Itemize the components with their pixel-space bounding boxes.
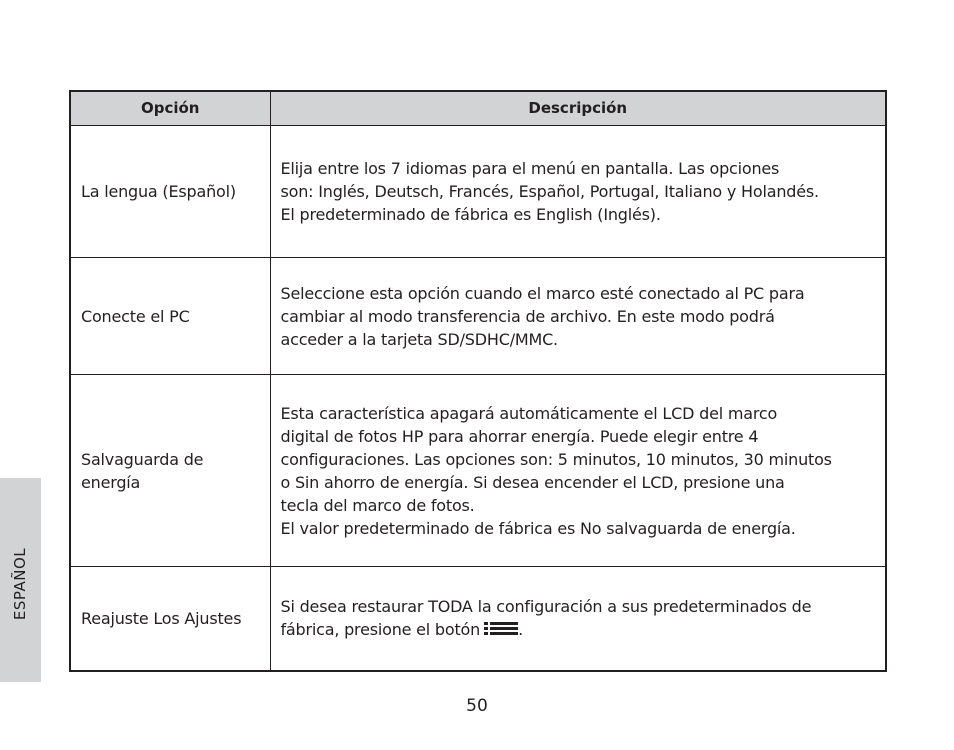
description-connect-pc	[270, 258, 886, 375]
option-column-header: Opción	[70, 91, 270, 126]
table-row	[70, 375, 886, 567]
description-language	[270, 126, 886, 258]
page-number: 50	[466, 696, 488, 716]
description-line: configuraciones. Las opciones son: 5 minutos, 10 minutos, 30 minutos	[280, 449, 832, 469]
description-line: o Sin ahorro de energía. Si desea encender el LCD, presione una	[280, 472, 785, 492]
options-table	[69, 90, 887, 672]
description-line: cambiar al modo transferencia de archivo. En este modo podrá	[280, 306, 775, 326]
description-line: Elija entre los 7 idiomas para el menú en pantalla. Las opciones	[280, 159, 780, 178]
table-row	[70, 567, 886, 671]
description-line: acceder a la tarjeta SD/SDHC/MMC.	[280, 329, 558, 349]
table-row	[70, 258, 886, 375]
description-line: El valor predeterminado de fábrica es No salvaguarda de energía.	[280, 518, 796, 538]
language-side-tab-label: ESPAÑOL	[11, 547, 29, 621]
option-power-save: Salvaguarda de energía	[70, 375, 270, 567]
description-column-header: Descripción	[270, 91, 886, 126]
table-header-row	[70, 91, 886, 126]
description-line: digital de fotos HP para ahorrar energía. Puede elegir entre 4	[280, 426, 759, 446]
option-language: La lengua (Español)	[70, 126, 270, 258]
description-trailing-period: .	[518, 620, 523, 640]
description-line: Seleccione esta opción cuando el marco esté conectado al PC para	[280, 283, 805, 303]
option-reset-settings: Reajuste Los Ajustes	[70, 567, 270, 671]
description-line-text: fábrica, presione el botón	[280, 620, 481, 640]
description-line: Si desea restaurar TODA la configuración a sus predeterminados de	[280, 597, 812, 617]
description-line: Esta característica apagará automáticamente el LCD del marco	[280, 403, 778, 423]
description-line: El predeterminado de fábrica es English (Inglés).	[280, 205, 661, 224]
description-line: tecla del marco de fotos.	[280, 495, 475, 515]
menu-icon	[484, 619, 518, 639]
description-power-save	[270, 375, 886, 567]
table-row	[70, 126, 886, 258]
description-line: son: Inglés, Deutsch, Francés, Español, Portugal, Italiano y Holandés.	[280, 182, 819, 201]
option-connect-pc: Conecte el PC	[70, 258, 270, 375]
description-reset-settings	[270, 567, 886, 671]
description-line	[281, 618, 882, 641]
